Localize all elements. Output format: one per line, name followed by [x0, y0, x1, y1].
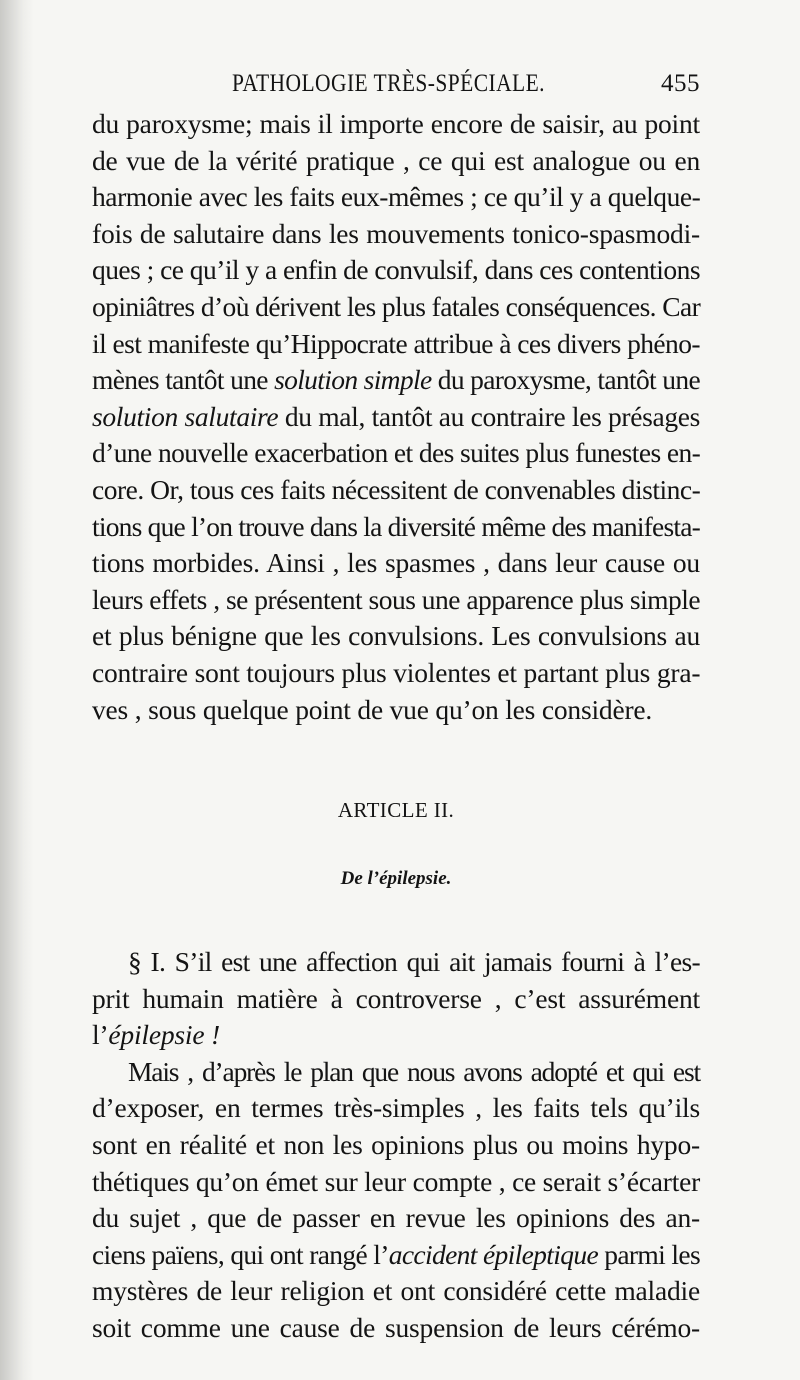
- text-line: tions morbides. Ainsi , les spasmes , dans leur cause ou: [92, 547, 700, 579]
- text-run: l’: [92, 1019, 109, 1051]
- paragraph-section-1: [92, 944, 700, 1054]
- italic-phrase: accident épileptique: [388, 1238, 599, 1270]
- paragraph-plan: [92, 1054, 700, 1347]
- text-line: sont en réalité et non les opinions plus ou moins hypo-: [92, 1129, 700, 1161]
- text-line: opiniâtres d’où dérivent les plus fatales conséquences. Car: [92, 290, 701, 322]
- text-line: ves , sous quelque point de vue qu’on les considère.: [92, 693, 653, 725]
- text-line: du sujet , que de passer en revue les opinions des an-: [92, 1202, 700, 1234]
- text-line: contraire sont toujours plus violentes et partant plus gra-: [92, 656, 701, 688]
- text-line: d’une nouvelle exacerbation et des suites plus funestes en-: [92, 437, 701, 469]
- running-header: [92, 62, 700, 106]
- running-title: PATHOLOGIE TRÈS-SPÉCIALE.: [232, 70, 545, 97]
- text-line: [92, 1017, 700, 1054]
- text-run: mènes tantôt une: [92, 364, 275, 396]
- text-line: [92, 362, 700, 399]
- text-line: harmonie avec les faits eux-mêmes ; ce qu’il y a quelque-: [92, 181, 701, 213]
- text-line: il est manifeste qu’Hippocrate attribue à ces divers phéno-: [92, 327, 700, 359]
- paragraph-paroxysme: [92, 106, 700, 728]
- text-run: du paroxysme, tantôt une: [431, 364, 700, 396]
- section-spacer: [92, 890, 700, 944]
- text-run: parmi les: [598, 1238, 701, 1270]
- page-gutter-shadow: [0, 0, 34, 1380]
- text-line: du paroxysme; mais il importe encore de saisir, au point: [92, 108, 700, 139]
- text-line: tions que l’on trouve dans la diversité même des manifesta-: [92, 510, 700, 542]
- text-run: du mal, tantôt au contraire les présages: [278, 400, 700, 432]
- text-line: leurs effets , se présentent sous une apparence plus simple: [92, 583, 701, 615]
- text-line: mystères de leur religion et ont considéré cette maladie: [92, 1275, 700, 1307]
- text-run: ciens païens, qui ont rangé l’: [92, 1238, 389, 1270]
- text-block: [92, 62, 700, 1347]
- text-line: de vue de la vérité pratique , ce qui est analogue ou en: [92, 144, 700, 176]
- text-line: ques ; ce qu’il y a enfin de convulsif, dans ces contentions: [92, 254, 700, 286]
- text-line: [92, 1237, 700, 1274]
- text-line: Mais , d’après le plan que nous avons adopté et qui est: [128, 1055, 700, 1087]
- text-line: [92, 399, 700, 436]
- italic-phrase: épilepsie !: [108, 1019, 220, 1051]
- article-heading: ARTICLE II.: [337, 798, 455, 823]
- italic-phrase: solution salutaire: [92, 400, 279, 432]
- italic-phrase: solution simple: [274, 364, 432, 396]
- text-line: fois de salutaire dans les mouvements tonico-spasmodi-: [92, 217, 700, 249]
- text-line: thétiques qu’on émet sur leur compte , ce serait s’écarter: [92, 1165, 700, 1197]
- text-line: prit humain matière à controverse , c’est assurément: [92, 982, 700, 1014]
- text-line: core. Or, tous ces faits nécessitent de convenables distinc-: [92, 473, 701, 505]
- text-line: et plus bénigne que les convulsions. Les convulsions au: [92, 620, 700, 652]
- text-line: soit comme une cause de suspension de leurs cérémo-: [92, 1312, 700, 1344]
- page-number: 455: [661, 70, 700, 97]
- section-heading: De l’épilepsie.: [340, 868, 452, 890]
- text-line: § I. S’il est une affection qui ait jamais fourni à l’es-: [128, 946, 700, 978]
- text-line: d’exposer, en termes très-simples , les faits tels qu’ils: [92, 1092, 700, 1124]
